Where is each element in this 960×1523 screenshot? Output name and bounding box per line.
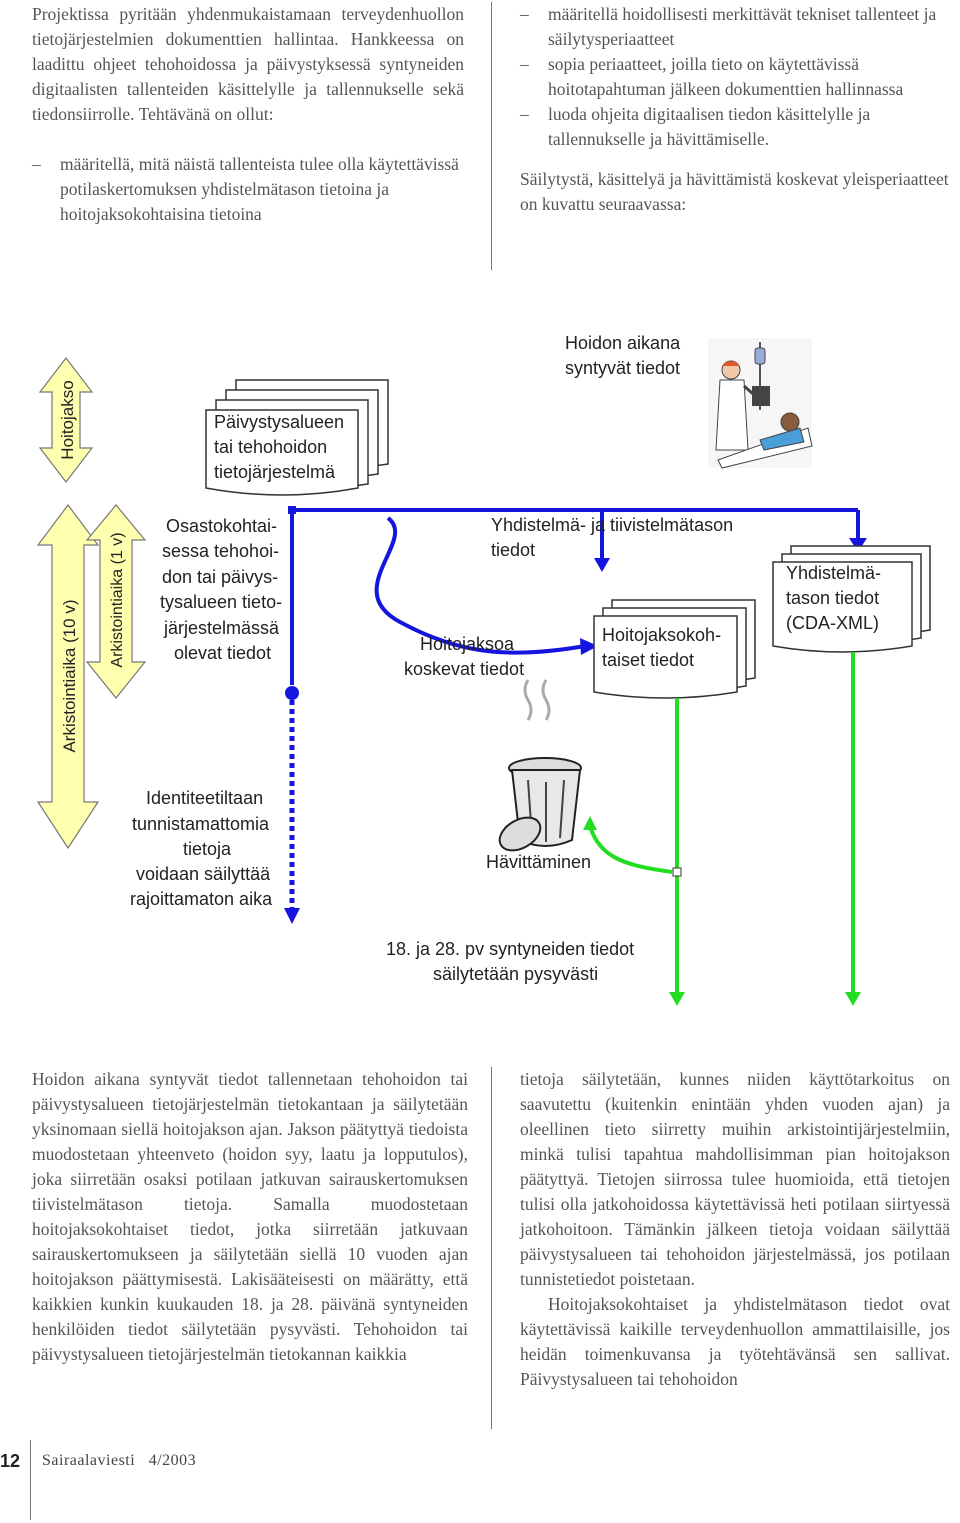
page-number: 12 — [0, 1451, 21, 1471]
hoitojaksoa-koskevat-line-1: Hoitojaksoa — [420, 634, 515, 654]
identiteetiltaan-text — [130, 788, 273, 909]
top-left-column — [32, 2, 464, 227]
svg-text:olevat tiedot: olevat tiedot — [174, 643, 272, 663]
hoitojaksokohtaiset-line-2: taiset tiedot — [602, 650, 695, 670]
hoidon-aikana-line-2: syntyvät tiedot — [565, 358, 681, 378]
outro-paragraph: Säilytystä, käsittelyä ja hävittämistä koskevat yleisperiaatteet on kuvattu seuraavassa: — [520, 169, 949, 214]
task-item: – sopia periaatteet, joilla tieto on käytettävissä hoitotapahtuman jälkeen dokumenttien hallinnassa — [520, 52, 950, 102]
paivystys-document-stack — [206, 380, 388, 495]
paivystys-line-2: tai tehohoidon — [214, 437, 328, 457]
svg-text:voidaan säilyttää: voidaan säilyttää — [136, 864, 271, 884]
hoitojaksokohtaiset-document-stack — [594, 600, 755, 698]
nurse-patient-illustration — [708, 338, 812, 468]
task-item: – määritellä, mitä näistä tallenteista tulee olla käytettävissä potilaskertomuksen yhdistelmätason tietoina ja hoitojaksokohtaisina tietoina — [32, 152, 464, 227]
svg-text:sessa tehohoi-: sessa tehohoi- — [162, 541, 280, 561]
task-list-left — [32, 152, 464, 227]
hoitojakso-arrow — [40, 358, 92, 482]
yhdistelmatason-line-3: (CDA-XML) — [786, 613, 879, 633]
svg-text:tysalueen tieto-: tysalueen tieto- — [160, 592, 283, 612]
footer-divider — [30, 1440, 31, 1520]
task-list-right — [520, 2, 950, 152]
paivystys-line-3: tietojärjestelmä — [214, 462, 336, 482]
paivystys-line-1: Päivystysalueen — [214, 412, 345, 432]
svg-text:don tai päivys-: don tai päivys- — [162, 567, 279, 587]
column-divider-bottom — [491, 1067, 492, 1429]
hoitojaksoa-koskevat-line-2: koskevat tiedot — [404, 659, 525, 679]
bottom-right-column — [520, 1067, 950, 1392]
yhdistelmatason-document-stack — [773, 546, 930, 652]
task-item: – luoda ohjeita digitaalisen tiedon käsittelylle ja tallennukselle ja hävittämiselle. — [520, 102, 950, 152]
bottom-left-column — [32, 1067, 468, 1367]
svg-text:järjestelmässä: järjestelmässä — [164, 618, 280, 638]
task-item: – määritellä hoidollisesti merkittävät tekniset tallenteet ja säilytysperiaatteet — [520, 2, 950, 52]
yhdistelma-tiivistelma-line-1: Yhdistelmä- ja tiivistelmätason — [491, 515, 734, 535]
svg-text:tunnistamattomia: tunnistamattomia — [132, 814, 270, 834]
yhdistelmatason-line-2: tason tiedot — [786, 588, 880, 608]
body-paragraph: Hoitojaksokohtaiset ja yhdistelmätason tiedot ovat käytettävissä kaikille terveydenhuollon ammattilaisille, jos heidän toimenkuvansa ja työtehtävänsä sen sallivat. Päivystysalueen tai tehohoidon — [520, 1294, 950, 1389]
yhdistelmatason-line-1: Yhdistelmä- — [786, 563, 882, 583]
body-paragraph: tietoja säilytetään, kunnes niiden käyttötarkoitus on saavutettu (kuitenkin enintään yhden vuoden ajan) ja oleellinen tieto siirretty muihin arkistointijärjestelmiin, minkä tulisi tapahtua mahdollisimman pian hoitojakson päätyttyä. Tietojen siirrossa tulee huomioida, että tietojen tulisi olla jatkohoidossa käytettävissä heti potilaan siirtyessä jatkohoitoon. Tämänkin jälkeen tietoja voidaan säilyttää päivystysalueen tai tehohoidon järjestelmässä, jos potilaan tunnistetiedot poistetaan. — [520, 1069, 950, 1289]
osastokohtaisessa-text — [160, 516, 282, 663]
svg-text:tietoja: tietoja — [183, 839, 232, 859]
trash-can-icon — [494, 680, 581, 857]
column-divider-top — [491, 2, 492, 270]
retention-diagram — [0, 300, 960, 1020]
svg-text:Osastokohtai-: Osastokohtai- — [166, 516, 278, 536]
hoitojakso-label: Hoitojakso — [58, 380, 77, 460]
body-paragraph: Hoidon aikana syntyvät tiedot tallennetaan tehohoidon tai päivystysalueen tietojärjestelmän tietokantaan ja säilytetään yksinomaan siellä hoitojakson ajan. Jakson päätyttyä tiedoista muodostetaan yhteenveto (hoidon syy, laatu ja lopputulos), joka siirretään osaksi potilaan jatkuvan sairauskertomuksen tiivistelmätason tietoja. Samalla muodostetaan hoitojaksokohtaiset tiedot, jotka siirretään jatkuvaan sairauskertomukseen ja säilytetään siellä 10 vuoden ajan hoitojakson päättymisestä. Lakisääteisesti on määrätty, että kaikkien kunkin kuukauden 18. ja 28. päivänä syntyneiden henkilöiden tiedot säilytetään pysyvästi. Tehohoidon tai päivystysalueen tietojärjestelmän tietokannan kaikkia — [32, 1069, 468, 1364]
arkistointiaika-1-label: Arkistointiaika (1 v) — [109, 532, 126, 668]
hoitojaksokohtaiset-line-1: Hoitojaksokoh- — [602, 625, 722, 645]
svg-text:Identiteetiltaan: Identiteetiltaan — [146, 788, 264, 808]
havittaminen-label: Hävittäminen — [486, 852, 592, 872]
svg-text:rajoittamaton aika: rajoittamaton aika — [130, 889, 273, 909]
pysyvasti-line-2: säilytetään pysyvästi — [433, 964, 599, 984]
intro-paragraph: Projektissa pyritään yhdenmukaistamaan terveydenhuollon tietojärjestelmien dokumenttien hallintaa. Hankkeessa on laadittu ohjeet tehohoidossa ja päivystyksessä syntyneiden digitaalisten tallenteiden käsittelylle ja tallennukselle sekä tiedonsiirrolle. Tehtävänä on ollut: — [32, 4, 464, 124]
arkistointiaika-10-label: Arkistointiaika (10 v) — [60, 599, 79, 753]
arkistointiaika-10-arrow — [38, 505, 98, 848]
arkistointiaika-1-arrow — [87, 505, 145, 698]
pysyvasti-line-1: 18. ja 28. pv syntyneiden tiedot — [386, 939, 635, 959]
top-right-column — [520, 2, 950, 217]
magazine-name: Sairaalaviesti 4/2003 — [42, 1452, 197, 1469]
yhdistelma-tiivistelma-line-2: tiedot — [491, 540, 536, 560]
hoidon-aikana-line-1: Hoidon aikana — [565, 333, 681, 353]
